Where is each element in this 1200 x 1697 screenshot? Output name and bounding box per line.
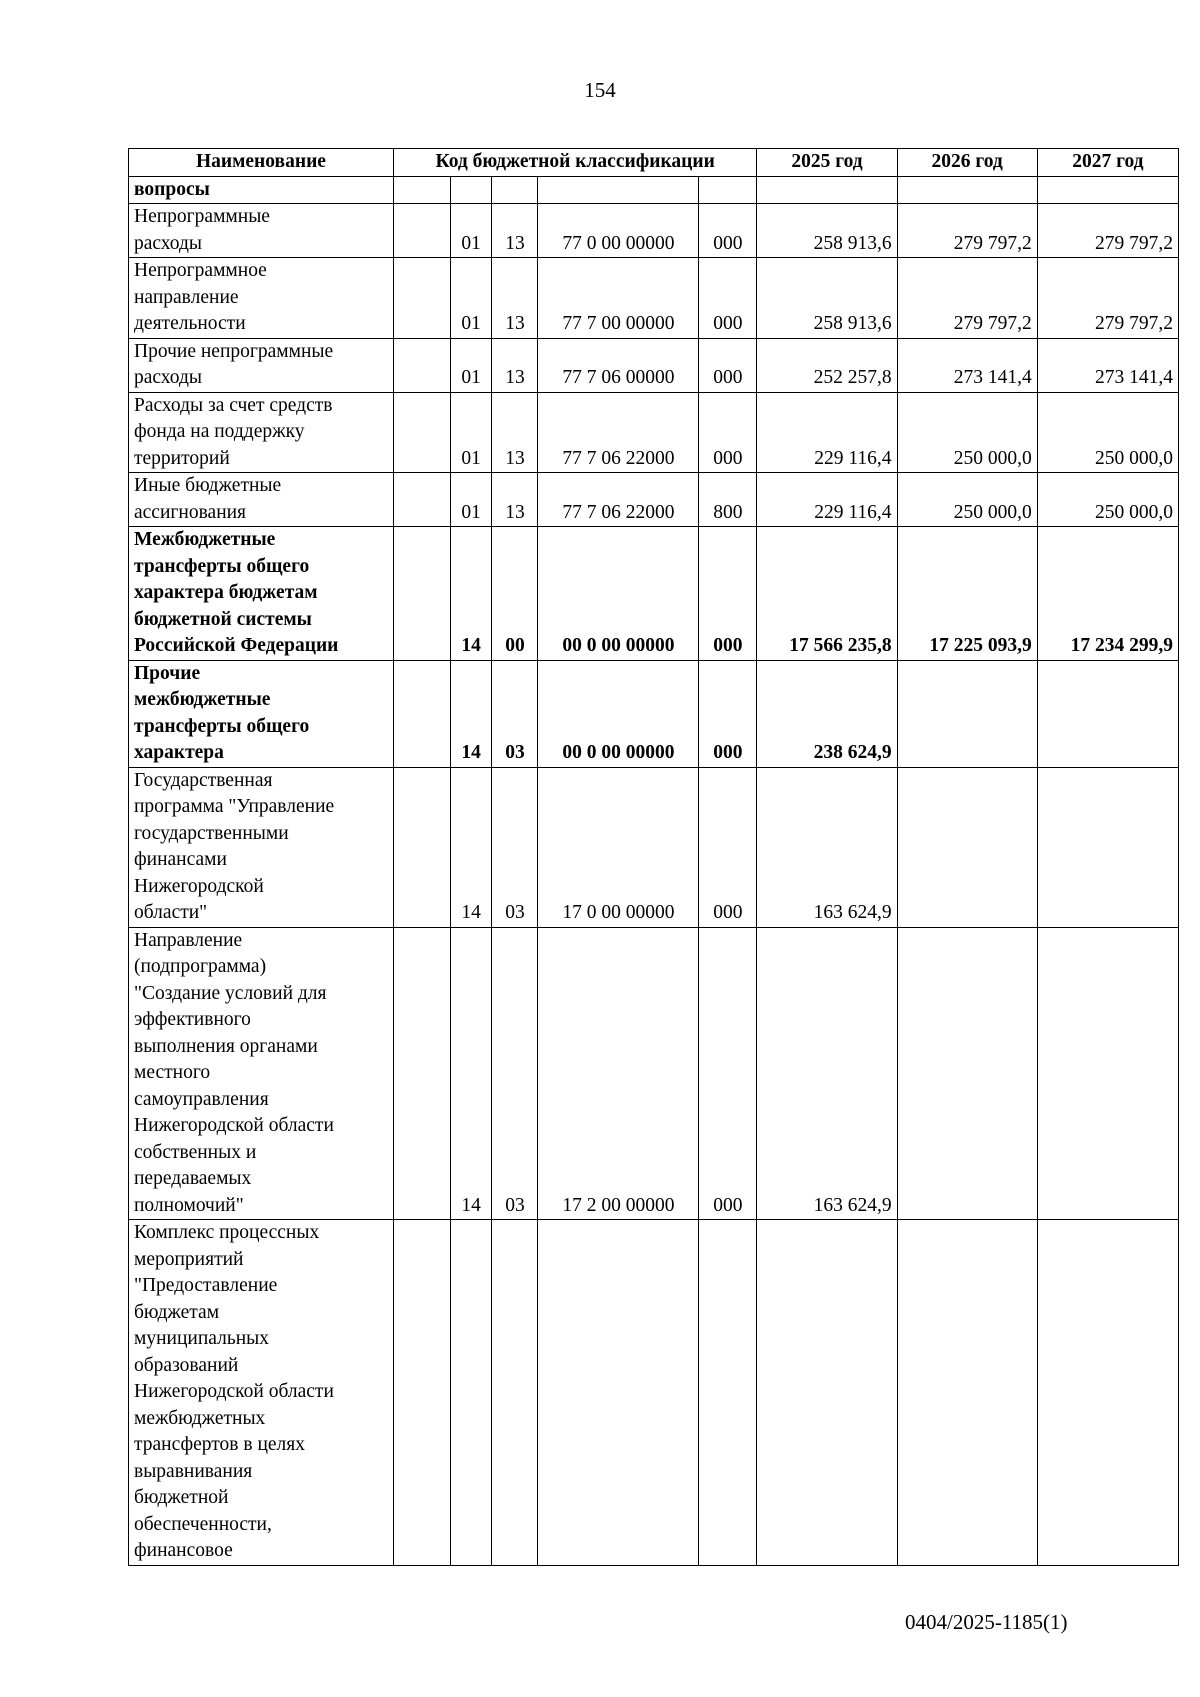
cell-v2025	[757, 1220, 897, 1566]
cell-c5: 000	[699, 767, 757, 927]
cell-c4: 77 7 00 00000	[538, 258, 699, 339]
cell-c1	[393, 392, 450, 473]
cell-v2025: 163 624,9	[757, 767, 897, 927]
cell-c3	[492, 176, 538, 204]
cell-c5: 000	[699, 660, 757, 767]
cell-c2: 14	[450, 527, 492, 661]
cell-c1	[393, 204, 450, 258]
cell-c4	[538, 1220, 699, 1566]
cell-v2027: 273 141,4	[1037, 338, 1178, 392]
cell-c2: 14	[450, 660, 492, 767]
cell-v2025	[757, 176, 897, 204]
budget-table	[128, 148, 1179, 1566]
cell-name: Комплекс процессных мероприятий "Предоставление бюджетам муниципальных образований Нижегородской области межбюджетных трансфертов в целях выравнивания бюджетной обеспеченности, финансовое	[129, 1220, 394, 1566]
header-name: Наименование	[129, 149, 394, 177]
cell-c3: 13	[492, 204, 538, 258]
table-row	[129, 1220, 1179, 1566]
cell-v2026: 273 141,4	[897, 338, 1037, 392]
cell-c3: 00	[492, 527, 538, 661]
cell-c2: 01	[450, 392, 492, 473]
cell-c5	[699, 176, 757, 204]
header-2026: 2026 год	[897, 149, 1037, 177]
cell-c4: 00 0 00 00000	[538, 660, 699, 767]
cell-name: Расходы за счет средств фонда на поддержку территорий	[129, 392, 394, 473]
cell-c5: 000	[699, 338, 757, 392]
cell-v2025: 229 116,4	[757, 473, 897, 527]
table-row	[129, 473, 1179, 527]
cell-v2026: 279 797,2	[897, 204, 1037, 258]
cell-c3: 13	[492, 473, 538, 527]
cell-c5: 000	[699, 527, 757, 661]
table-row	[129, 176, 1179, 204]
cell-v2026	[897, 660, 1037, 767]
cell-c3: 13	[492, 258, 538, 339]
cell-c2: 01	[450, 258, 492, 339]
cell-c4	[538, 176, 699, 204]
cell-c4: 00 0 00 00000	[538, 527, 699, 661]
cell-c5: 000	[699, 204, 757, 258]
cell-c1	[393, 338, 450, 392]
cell-v2025: 17 566 235,8	[757, 527, 897, 661]
cell-c1	[393, 258, 450, 339]
cell-name: Прочие межбюджетные трансферты общего характера	[129, 660, 394, 767]
cell-c1	[393, 927, 450, 1220]
cell-v2026	[897, 767, 1037, 927]
cell-v2027: 250 000,0	[1037, 392, 1178, 473]
cell-c1	[393, 527, 450, 661]
cell-c4: 17 2 00 00000	[538, 927, 699, 1220]
cell-v2027	[1037, 1220, 1178, 1566]
table-body	[129, 176, 1179, 1565]
cell-c5: 000	[699, 258, 757, 339]
table-header-row	[129, 149, 1179, 177]
cell-name: Направление (подпрограмма) "Создание условий для эффективного выполнения органами местного самоуправления Нижегородской области собственных и передаваемых полномочий"	[129, 927, 394, 1220]
cell-v2027: 17 234 299,9	[1037, 527, 1178, 661]
cell-v2026	[897, 176, 1037, 204]
document-code: 0404/2025-1185(1)	[905, 1610, 1068, 1634]
cell-c2: 01	[450, 473, 492, 527]
cell-c3: 13	[492, 392, 538, 473]
cell-v2027: 279 797,2	[1037, 258, 1178, 339]
cell-v2026: 250 000,0	[897, 392, 1037, 473]
cell-c5	[699, 1220, 757, 1566]
cell-name: вопросы	[129, 176, 394, 204]
cell-c5: 000	[699, 392, 757, 473]
cell-c4: 77 0 00 00000	[538, 204, 699, 258]
cell-v2026: 17 225 093,9	[897, 527, 1037, 661]
cell-name: Прочие непрограммные расходы	[129, 338, 394, 392]
cell-v2027: 279 797,2	[1037, 204, 1178, 258]
cell-c4: 17 0 00 00000	[538, 767, 699, 927]
cell-c3: 13	[492, 338, 538, 392]
cell-c4: 77 7 06 22000	[538, 392, 699, 473]
cell-name: Государственная программа "Управление государственными финансами Нижегородской области"	[129, 767, 394, 927]
table-row	[129, 204, 1179, 258]
cell-v2025: 238 624,9	[757, 660, 897, 767]
cell-v2025: 163 624,9	[757, 927, 897, 1220]
cell-c1	[393, 660, 450, 767]
cell-c3: 03	[492, 767, 538, 927]
cell-c3: 03	[492, 660, 538, 767]
cell-name: Иные бюджетные ассигнования	[129, 473, 394, 527]
cell-c2	[450, 1220, 492, 1566]
cell-v2025: 258 913,6	[757, 258, 897, 339]
table-row	[129, 660, 1179, 767]
cell-c1	[393, 767, 450, 927]
cell-c2: 14	[450, 927, 492, 1220]
cell-v2026	[897, 1220, 1037, 1566]
cell-v2027	[1037, 767, 1178, 927]
cell-c1	[393, 473, 450, 527]
cell-c4: 77 7 06 00000	[538, 338, 699, 392]
cell-v2025: 229 116,4	[757, 392, 897, 473]
cell-c2: 01	[450, 338, 492, 392]
cell-c3	[492, 1220, 538, 1566]
cell-c1	[393, 1220, 450, 1566]
cell-v2025: 252 257,8	[757, 338, 897, 392]
cell-v2026: 279 797,2	[897, 258, 1037, 339]
cell-c5: 800	[699, 473, 757, 527]
cell-c4: 77 7 06 22000	[538, 473, 699, 527]
cell-c2	[450, 176, 492, 204]
cell-c1	[393, 176, 450, 204]
cell-v2027	[1037, 927, 1178, 1220]
cell-v2027: 250 000,0	[1037, 473, 1178, 527]
cell-c2: 14	[450, 767, 492, 927]
header-2025: 2025 год	[757, 149, 897, 177]
table-row	[129, 927, 1179, 1220]
cell-v2026	[897, 927, 1037, 1220]
table-row	[129, 767, 1179, 927]
cell-v2027	[1037, 176, 1178, 204]
header-2027: 2027 год	[1037, 149, 1178, 177]
cell-v2025: 258 913,6	[757, 204, 897, 258]
header-code: Код бюджетной классификации	[393, 149, 756, 177]
cell-c5: 000	[699, 927, 757, 1220]
table-row	[129, 527, 1179, 661]
table-row	[129, 258, 1179, 339]
page-number: 154	[584, 78, 616, 102]
cell-c3: 03	[492, 927, 538, 1220]
cell-name: Межбюджетные трансферты общего характера бюджетам бюджетной системы Российской Федерации	[129, 527, 394, 661]
table-row	[129, 338, 1179, 392]
cell-v2026: 250 000,0	[897, 473, 1037, 527]
table-row	[129, 392, 1179, 473]
cell-v2027	[1037, 660, 1178, 767]
cell-c2: 01	[450, 204, 492, 258]
cell-name: Непрограммные расходы	[129, 204, 394, 258]
cell-name: Непрограммное направление деятельности	[129, 258, 394, 339]
